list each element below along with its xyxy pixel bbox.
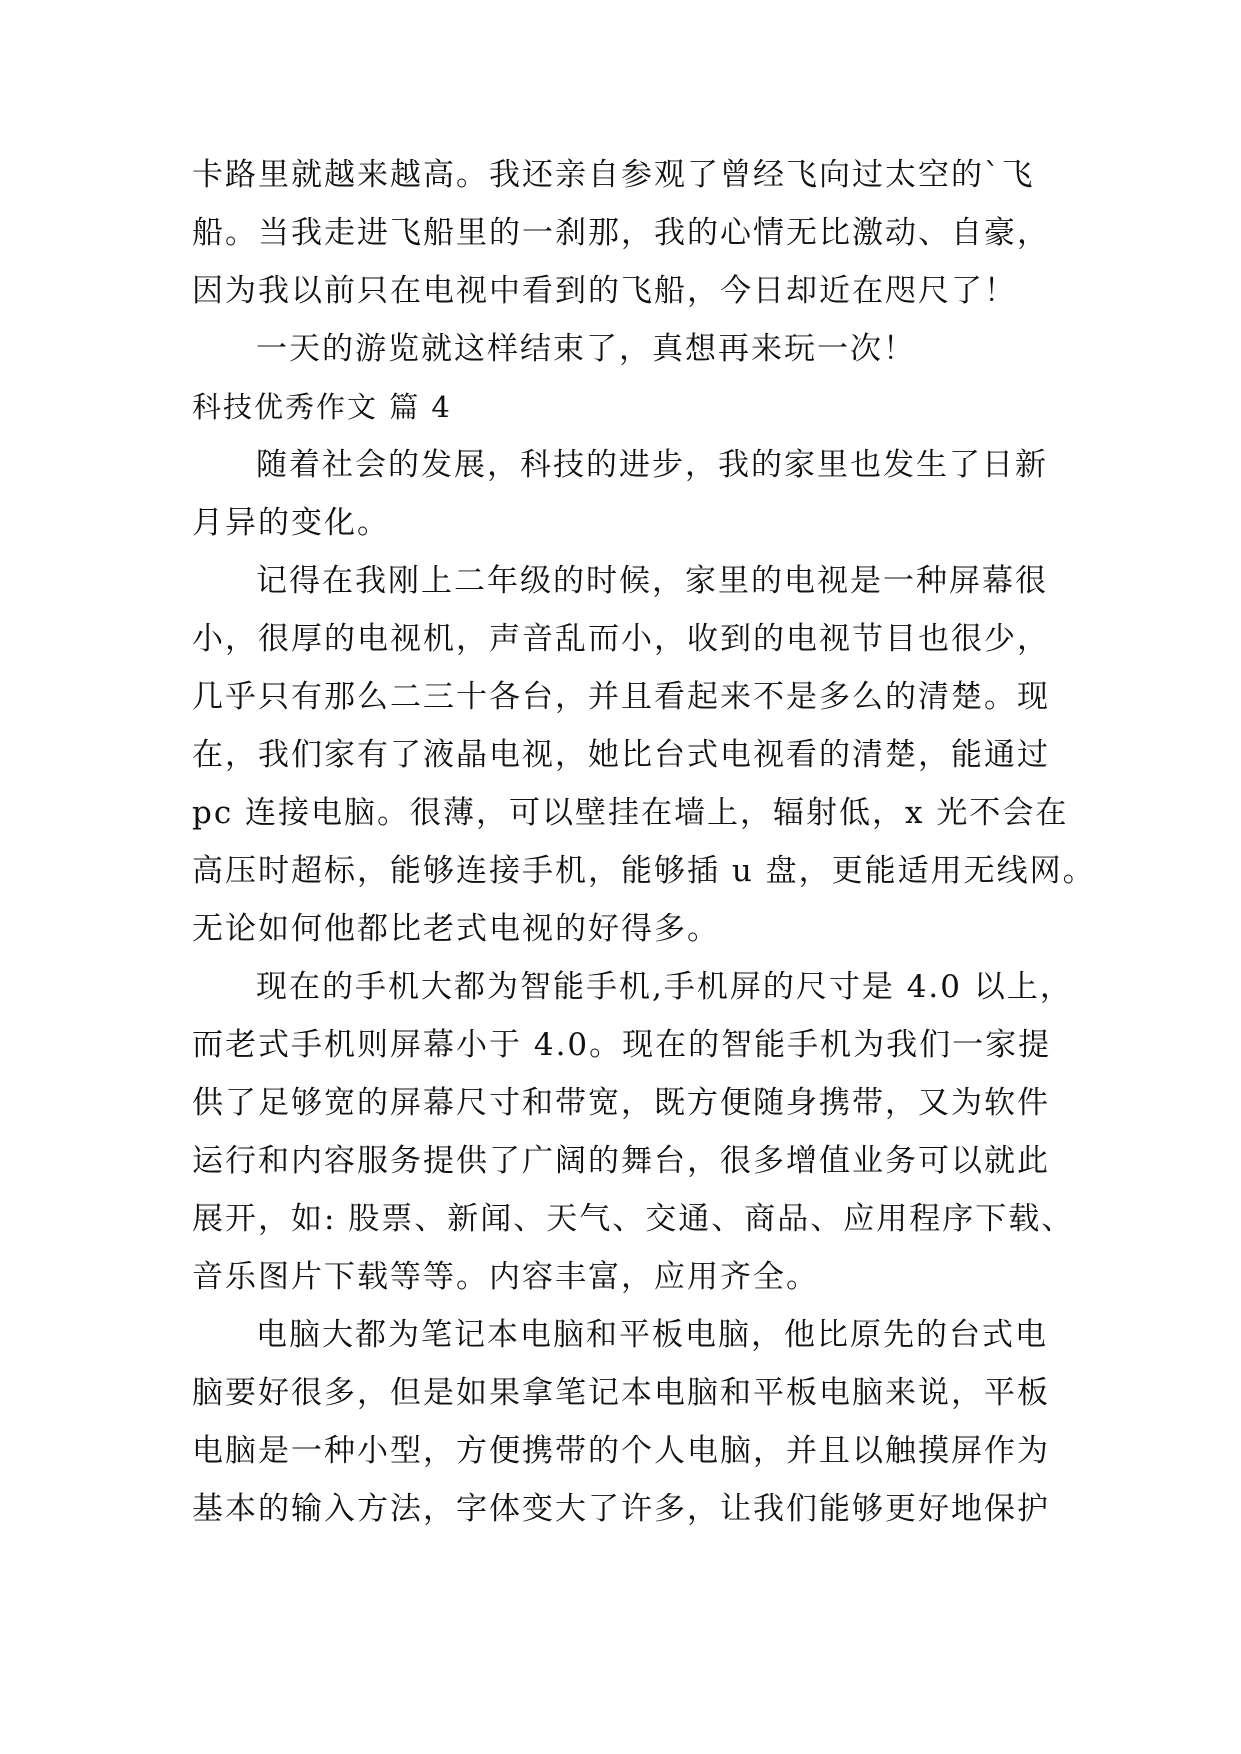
text-line: 记得在我刚上二年级的时候，家里的电视是一种屏幕很: [256, 563, 1048, 599]
text-line: 音乐图片下载等等。内容丰富，应用齐全。: [192, 1259, 819, 1295]
text-line: 供了足够宽的屏幕尺寸和带宽，既方便随身携带，又为软件: [192, 1085, 1050, 1121]
section-heading: 科技优秀作文 篇 4: [192, 390, 452, 424]
text-line: 几乎只有那么二三十各台，并且看起来不是多么的清楚。现: [192, 679, 1050, 715]
text-line: 随着社会的发展，科技的进步，我的家里也发生了日新: [256, 447, 1048, 483]
text-line: 卡路里就越来越高。我还亲自参观了曾经飞向过太空的`飞: [192, 157, 1035, 193]
text-line: 船。当我走进飞船里的一刹那，我的心情无比激动、自豪，: [192, 215, 1050, 251]
text-line: 月异的变化。: [192, 505, 390, 541]
text-line: 脑要好很多，但是如果拿笔记本电脑和平板电脑来说，平板: [192, 1375, 1050, 1411]
text-line: pc 连接电脑。很薄，可以壁挂在墙上，辐射低，x 光不会在: [192, 795, 1069, 831]
text-line: 高压时超标，能够连接手机，能够插 u 盘，更能适用无线网。: [192, 853, 1096, 889]
text-line: 一天的游览就这样结束了，真想再来玩一次！: [256, 331, 916, 367]
text-line: 小，很厚的电视机，声音乱而小，收到的电视节目也很少，: [192, 621, 1050, 657]
text-line: 在，我们家有了液晶电视，她比台式电视看的清楚，能通过: [192, 737, 1050, 773]
text-line: 电脑大都为笔记本电脑和平板电脑，他比原先的台式电: [256, 1317, 1048, 1353]
text-line: 电脑是一种小型，方便携带的个人电脑，并且以触摸屏作为: [192, 1433, 1050, 1469]
text-line: 现在的手机大都为智能手机,手机屏的尺寸是 4.0 以上，: [256, 969, 1073, 1005]
text-line: 运行和内容服务提供了广阔的舞台，很多增值业务可以就此: [192, 1143, 1050, 1179]
text-line: 而老式手机则屏幕小于 4.0。现在的智能手机为我们一家提: [192, 1027, 1052, 1063]
text-line: 因为我以前只在电视中看到的飞船，今日却近在咫尺了！: [192, 273, 1017, 309]
text-line: 基本的输入方法，字体变大了许多，让我们能够更好地保护: [192, 1491, 1050, 1527]
document-body: [192, 146, 1096, 1538]
text-line: 展开，如: 股票、新闻、天气、交通、商品、应用程序下载、: [192, 1201, 1075, 1237]
text-line: 无论如何他都比老式电视的好得多。: [192, 911, 720, 947]
